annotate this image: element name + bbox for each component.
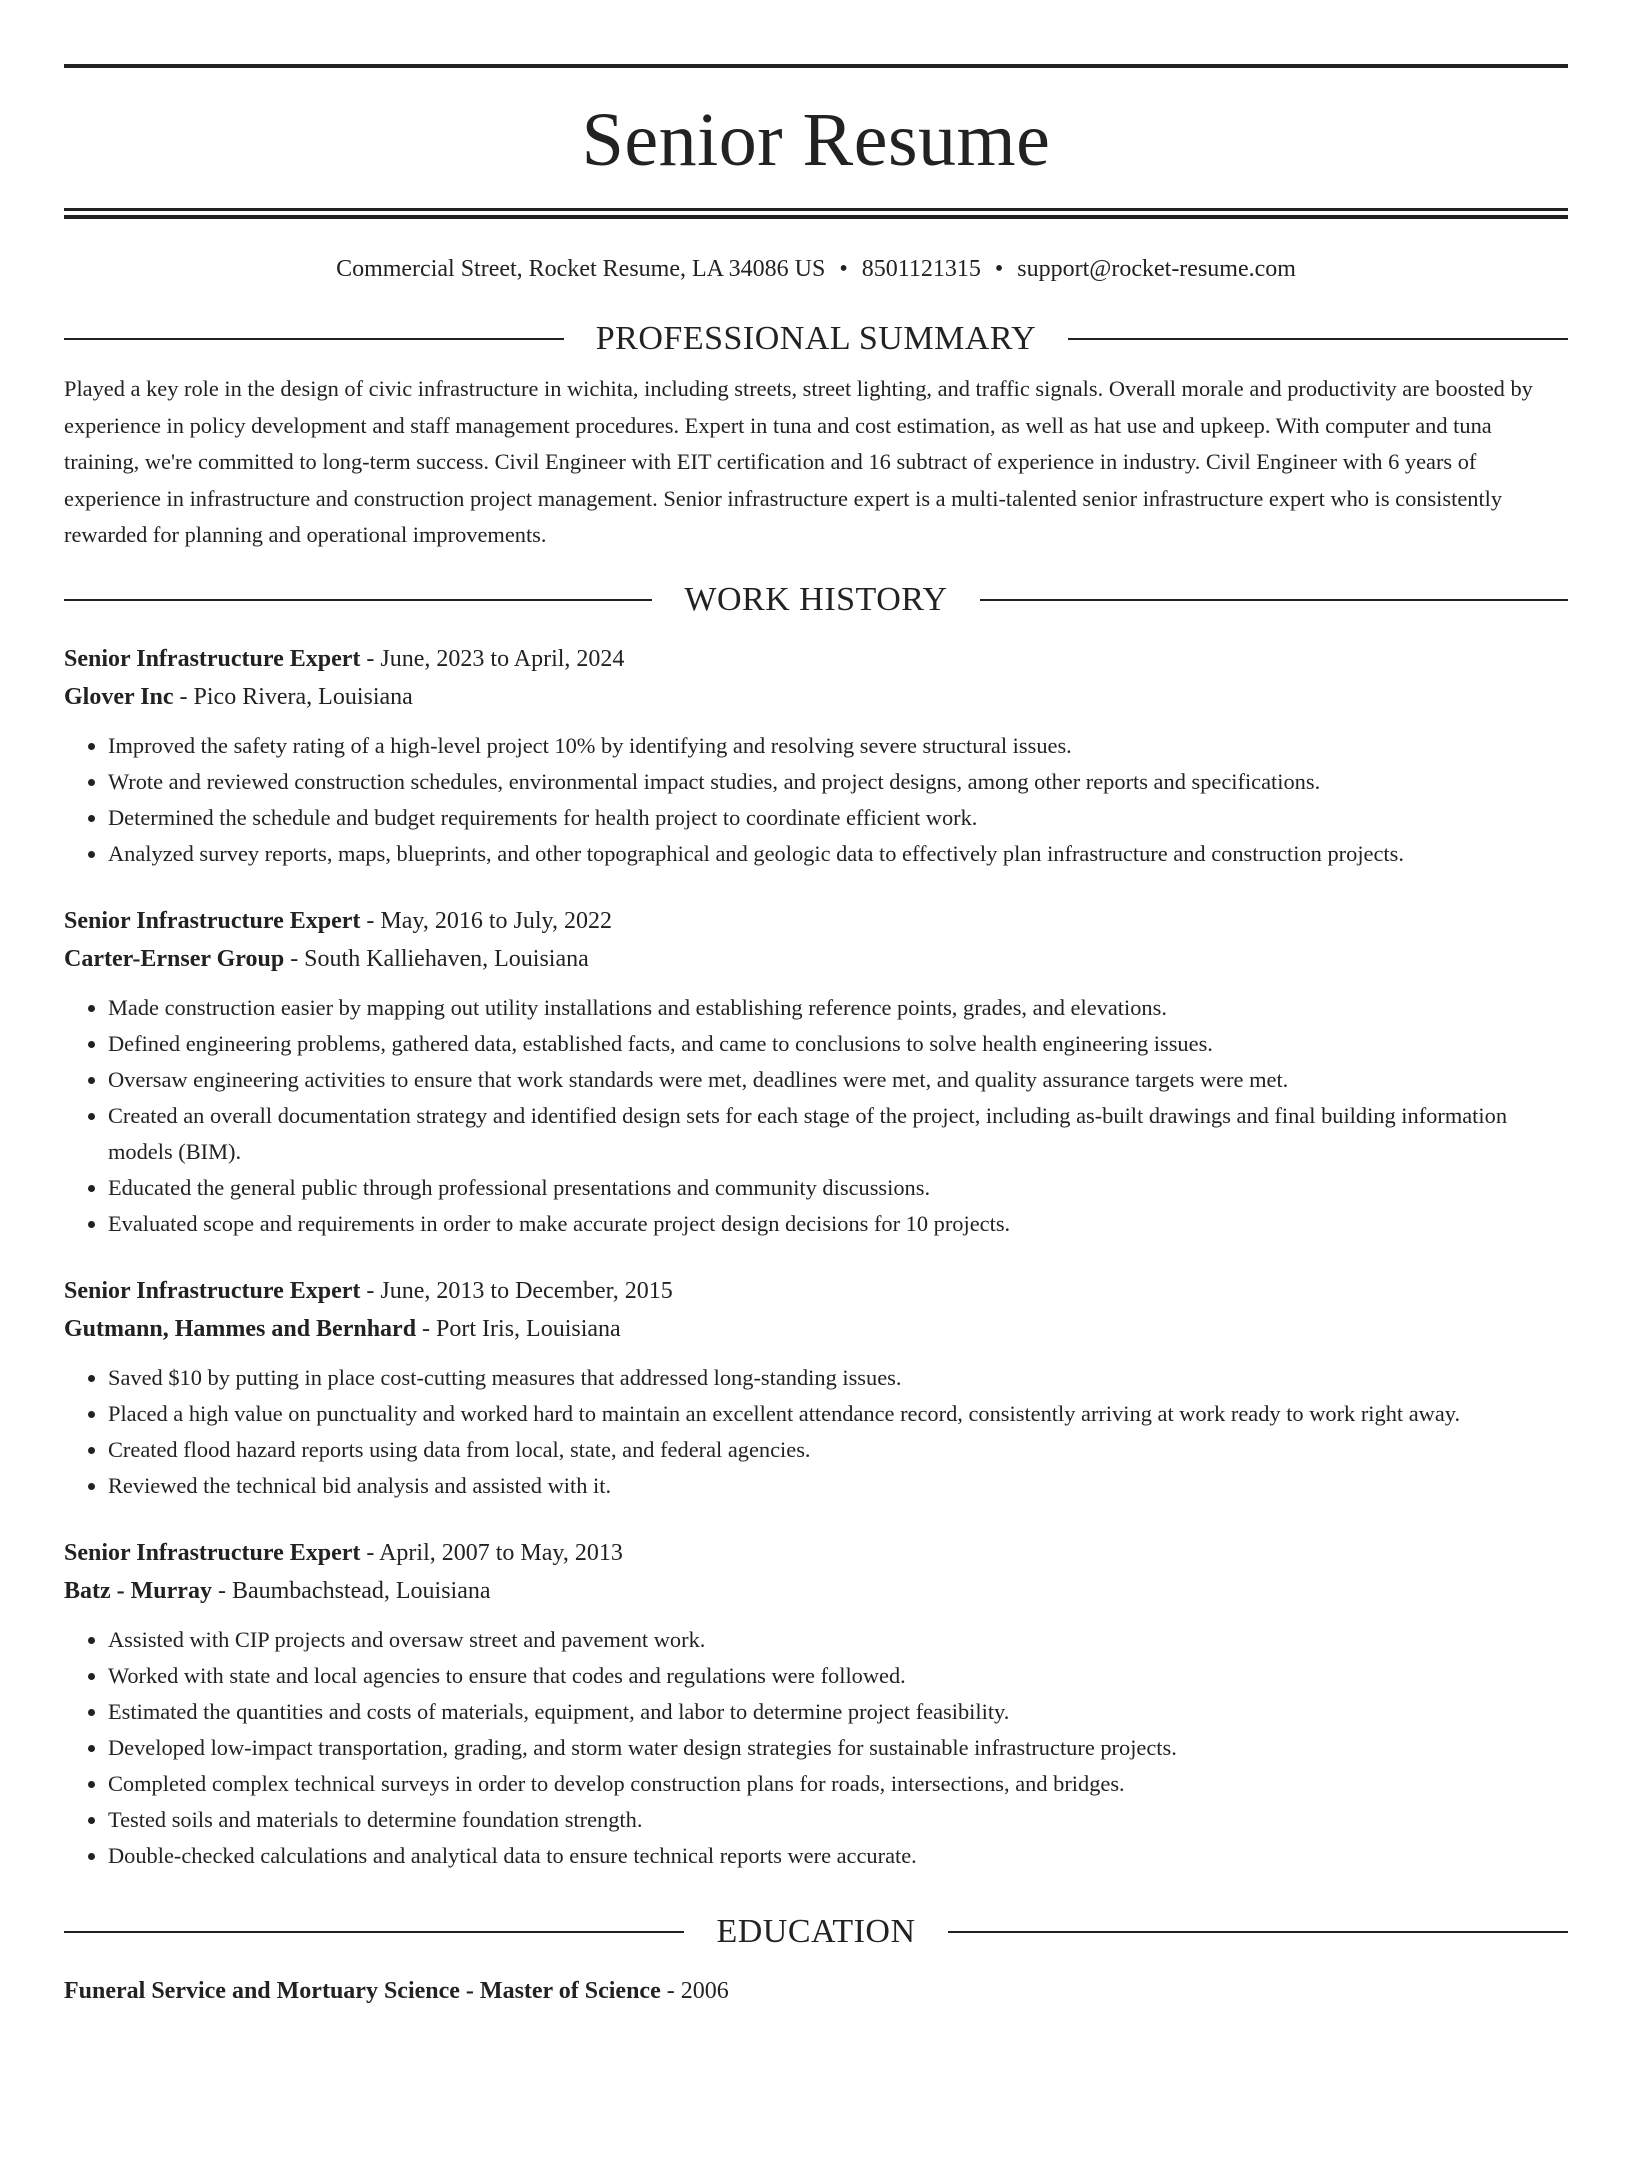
job-dates: - April, 2007 to May, 2013 [360, 1539, 623, 1566]
job-bullet-list [64, 1360, 1568, 1504]
job-entry [64, 902, 1568, 1242]
contact-line [64, 253, 1568, 285]
job-bullet: • Placed a high value on punctuality and worked hard to maintain an excellent attendance record, consistently arriving at work ready to work right away. [108, 1396, 1568, 1432]
contact-email: support@rocket-resume.com [1017, 256, 1296, 282]
section-title: WORK HISTORY [684, 580, 948, 618]
job-company-line [64, 678, 1568, 716]
job-dates: - June, 2013 to December, 2015 [360, 1277, 673, 1304]
section-rule-right [948, 1931, 1568, 1933]
job-location: - Pico Rivera, Louisiana [173, 683, 413, 710]
job-company: Gutmann, Hammes and Bernhard [64, 1315, 417, 1342]
job-title-line [64, 640, 1568, 678]
job-location: - South Kalliehaven, Louisiana [284, 945, 589, 972]
job-bullet: • Wrote and reviewed construction schedules, environmental impact studies, and project designs, among other reports and specifications. [108, 764, 1568, 800]
job-entry [64, 640, 1568, 872]
section-rule-right [1068, 338, 1568, 340]
contact-separator: • [839, 256, 848, 282]
job-company-line [64, 1572, 1568, 1610]
job-bullet: • Tested soils and materials to determine foundation strength. [108, 1802, 1568, 1838]
work-history-list [64, 640, 1568, 1874]
job-role: Senior Infrastructure Expert [64, 645, 361, 672]
job-bullet: • Developed low-impact transportation, grading, and storm water design strategies for sustainable infrastructure projects. [108, 1730, 1568, 1766]
section-header-education [64, 1912, 1568, 1952]
job-entry [64, 1272, 1568, 1504]
job-bullet: • Made construction easier by mapping out utility installations and establishing reference points, grades, and elevations. [108, 990, 1568, 1026]
job-bullet: • Determined the schedule and budget requirements for health project to coordinate efficient work. [108, 800, 1568, 836]
section-rule-right [980, 599, 1568, 601]
job-location: - Baumbachstead, Louisiana [211, 1577, 491, 1604]
job-title-line [64, 1534, 1568, 1572]
job-bullet-list [64, 728, 1568, 872]
job-bullet-list [64, 1622, 1568, 1874]
job-dates: - June, 2023 to April, 2024 [360, 645, 625, 672]
contact-separator: • [994, 256, 1004, 282]
education-degree: Funeral Service and Mortuary Science - Master of Science [64, 1977, 661, 2004]
job-company-line [64, 940, 1568, 978]
section-header-summary [64, 319, 1568, 359]
job-company-line [64, 1310, 1568, 1348]
job-bullet: • Worked with state and local agencies to ensure that codes and regulations were followed. [108, 1658, 1568, 1694]
job-role: Senior Infrastructure Expert [64, 1277, 361, 1304]
job-bullet: • Analyzed survey reports, maps, blueprints, and other topographical and geologic data to effectively plan infrastructure and construction projects. [108, 836, 1568, 872]
job-bullet: • Saved $10 by putting in place cost-cutting measures that addressed long-standing issues. [108, 1360, 1568, 1396]
job-company: Batz - Murray [64, 1577, 212, 1604]
contact-phone: 8501121315 [861, 256, 981, 282]
header-double-rule [64, 208, 1568, 219]
job-bullet: • Created an overall documentation strategy and identified design sets for each stage of the project, including as-built drawings and final building information models (BIM). [108, 1098, 1568, 1170]
job-bullet: • Reviewed the technical bid analysis and assisted with it. [108, 1468, 1568, 1504]
section-title: PROFESSIONAL SUMMARY [595, 320, 1037, 357]
job-bullet: • Estimated the quantities and costs of materials, equipment, and labor to determine project feasibility. [108, 1694, 1568, 1730]
job-bullet: • Educated the general public through professional presentations and community discussions. [108, 1170, 1568, 1206]
section-title: EDUCATION [716, 1912, 916, 1950]
job-bullet: • Double-checked calculations and analytical data to ensure technical reports were accurate. [108, 1838, 1568, 1874]
job-dates: - May, 2016 to July, 2022 [360, 907, 612, 934]
job-bullet: • Oversaw engineering activities to ensure that work standards were met, deadlines were met, and quality assurance targets were met. [108, 1062, 1568, 1098]
job-bullet-list [64, 990, 1568, 1242]
section-rule-left [64, 338, 564, 340]
education-entry [64, 1972, 1568, 2010]
job-location: - Port Iris, Louisiana [416, 1315, 621, 1342]
contact-address: Commercial Street, Rocket Resume, LA 34086 US [336, 256, 826, 282]
job-title-line [64, 902, 1568, 940]
resume-page [0, 64, 1632, 2176]
education-year: - 2006 [660, 1977, 729, 2004]
resume-name: Senior Resume [581, 98, 1051, 182]
job-company: Carter-Ernser Group [64, 945, 285, 972]
section-rule-left [64, 1931, 684, 1933]
job-title-line [64, 1272, 1568, 1310]
job-bullet: • Defined engineering problems, gathered data, established facts, and came to conclusions to solve health engineering issues. [108, 1026, 1568, 1062]
job-bullet: • Completed complex technical surveys in order to develop construction plans for roads, intersections, and bridges. [108, 1766, 1568, 1802]
job-bullet: • Evaluated scope and requirements in order to make accurate project design decisions for 10 projects. [108, 1206, 1568, 1242]
job-bullet: • Improved the safety rating of a high-level project 10% by identifying and resolving severe structural issues. [108, 728, 1568, 764]
job-bullet: • Assisted with CIP projects and oversaw street and pavement work. [108, 1622, 1568, 1658]
section-header-work-history [64, 580, 1568, 620]
job-company: Glover Inc [64, 683, 174, 710]
job-role: Senior Infrastructure Expert [64, 1539, 361, 1566]
job-bullet: • Created flood hazard reports using data from local, state, and federal agencies. [108, 1432, 1568, 1468]
job-role: Senior Infrastructure Expert [64, 907, 361, 934]
summary-text: Played a key role in the design of civic infrastructure in wichita, including streets, street lighting, and traffic signals. Overall morale and productivity are boosted by experience in policy development and staff management procedures. Expert in tuna and cost estimation, as well as hat use and upkeep. With computer and tuna training, we're committed to long-term success. Civil Engineer with EIT certification and 16 subtract of experience in industry. Civil Engineer with 6 years of experience in infrastructure and construction project management. Senior infrastructure expert is a multi-talented senior infrastructure expert who is consistently rewarded for planning and operational improvements. [64, 376, 1533, 547]
job-entry [64, 1534, 1568, 1874]
top-rule [64, 64, 1568, 68]
section-rule-left [64, 599, 652, 601]
